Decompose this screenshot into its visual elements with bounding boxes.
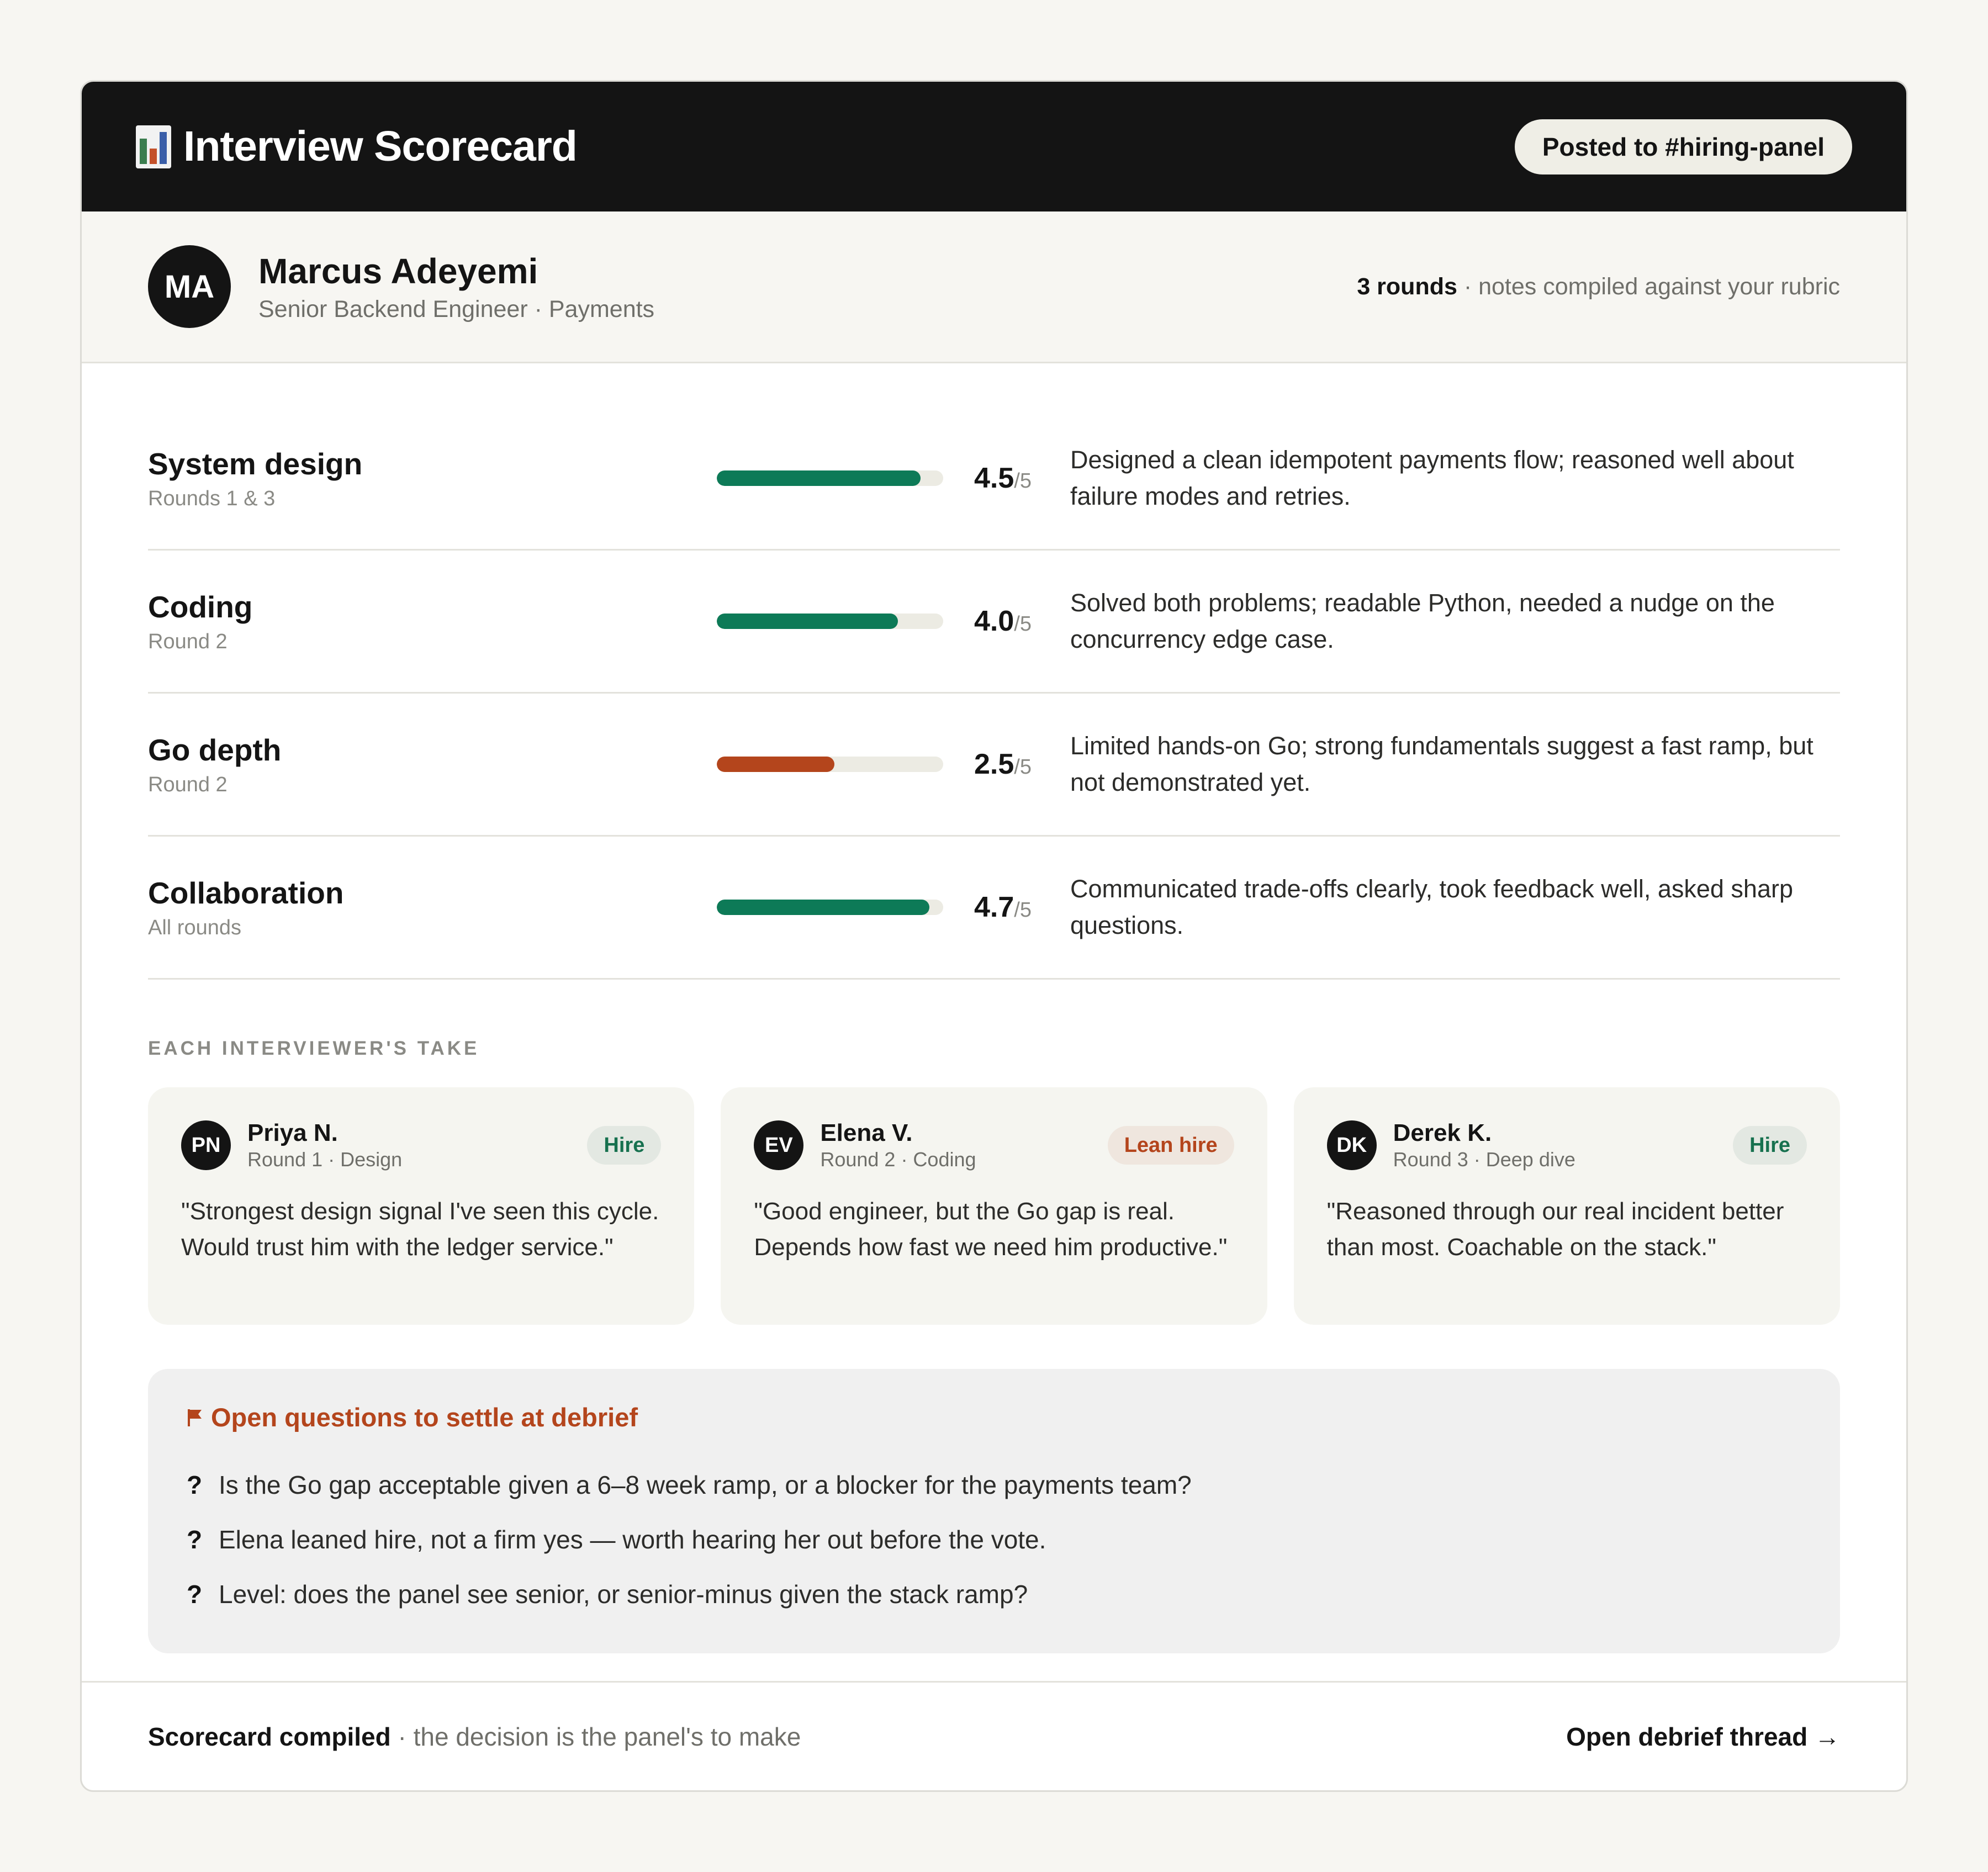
criterion-rounds: Round 2: [148, 773, 228, 796]
criterion-name: Collaboration: [148, 875, 344, 910]
score-bar-fill: [717, 470, 921, 486]
candidate-name: Marcus Adeyemi: [258, 251, 538, 291]
question-text: Is the Go gap acceptable given a 6–8 week ramp, or a blocker for the payments team?: [219, 1470, 1192, 1499]
score-bar: [717, 470, 943, 486]
candidate-header: [82, 211, 1906, 363]
candidate-role: Senior Backend Engineer · Payments: [258, 295, 655, 322]
take-card[interactable]: [721, 1087, 1267, 1325]
verdict-badge: Hire: [1733, 1126, 1807, 1165]
score-row: [148, 837, 1840, 980]
question-item: [187, 1457, 1801, 1512]
score-bar: [717, 757, 943, 772]
title-group: [136, 122, 577, 171]
score-bar-fill: [717, 614, 898, 629]
score-note: Limited hands-on Go; strong fundamentals suggest a fast ramp, but not demonstrated yet.: [1070, 732, 1813, 796]
interviewer-name: Derek K.: [1393, 1119, 1492, 1146]
scorecard-card: [80, 80, 1908, 1792]
interviewer-avatar: PN: [181, 1120, 231, 1170]
question-text: Elena leaned hire, not a firm yes — worth hearing her out before the vote.: [219, 1525, 1046, 1554]
flag-icon: [187, 1408, 203, 1427]
footer-status-label: Scorecard compiled: [148, 1722, 391, 1751]
interviewer-quote: "Good engineer, but the Go gap is real. Depends how fast we need him productive.": [754, 1198, 1228, 1261]
footer-note: · the decision is the panel's to make: [390, 1722, 801, 1751]
open-questions-panel: [148, 1369, 1840, 1653]
bar-chart-icon: [136, 125, 171, 168]
footer-status: [148, 1722, 801, 1752]
score-value: 4.0: [974, 605, 1014, 637]
questions-heading: Open questions to settle at debrief: [211, 1403, 638, 1432]
score-bar-fill: [717, 757, 834, 772]
score-value: 4.7: [974, 891, 1014, 923]
open-debrief-link[interactable]: Open debrief thread →: [1566, 1722, 1840, 1751]
score-row: [148, 408, 1840, 551]
interviewer-round: Round 3 · Deep dive: [1393, 1148, 1575, 1171]
interviewer-quote: "Reasoned through our real incident better than most. Coachable on the stack.": [1326, 1198, 1784, 1261]
interviewer-round: Round 2 · Coding: [820, 1148, 976, 1171]
score-max: /5: [1014, 612, 1032, 636]
criterion-name: Coding: [148, 589, 253, 624]
criterion-rounds: All rounds: [148, 916, 241, 939]
interviewer-takes: [148, 1087, 1840, 1325]
score-bar: [717, 614, 943, 629]
question-item: [187, 1567, 1801, 1621]
score-value: 4.5: [974, 462, 1014, 494]
question-mark-icon: ?: [187, 1525, 203, 1554]
verdict-badge: Hire: [587, 1126, 661, 1165]
interviewer-avatar: DK: [1327, 1120, 1377, 1170]
score-bar-fill: [717, 900, 929, 915]
rounds-count: 3 rounds: [1357, 273, 1457, 300]
score-max: /5: [1014, 898, 1032, 922]
score-max: /5: [1014, 469, 1032, 493]
score-note: Solved both problems; readable Python, needed a nudge on the concurrency edge case.: [1070, 589, 1775, 653]
rounds-note: · notes compiled against your rubric: [1457, 273, 1840, 300]
score-bar: [717, 900, 943, 915]
candidate-avatar: MA: [148, 245, 231, 328]
rounds-summary: [1357, 273, 1840, 300]
score-row: [148, 551, 1840, 694]
score-note: Communicated trade-offs clearly, took feedback well, asked sharp questions.: [1070, 875, 1793, 939]
score-value: 2.5: [974, 748, 1014, 780]
criterion-rounds: Rounds 1 & 3: [148, 486, 276, 510]
interviewer-avatar: EV: [754, 1120, 803, 1170]
interviewer-quote: "Strongest design signal I've seen this cycle. Would trust him with the ledger service.": [181, 1198, 659, 1261]
interviewer-round: Round 1 · Design: [247, 1148, 403, 1171]
criterion-name: Go depth: [148, 732, 282, 767]
take-card[interactable]: [1294, 1087, 1840, 1325]
top-bar: [82, 82, 1906, 211]
rubric-scores: [148, 408, 1840, 980]
interviewer-name: Elena V.: [820, 1119, 913, 1146]
interviewer-name: Priya N.: [247, 1119, 338, 1146]
question-item: [187, 1512, 1801, 1567]
criterion-name: System design: [148, 446, 363, 481]
question-mark-icon: ?: [187, 1579, 203, 1609]
posted-channel-badge[interactable]: Posted to #hiring-panel: [1515, 119, 1852, 174]
card-footer: [82, 1681, 1906, 1790]
score-max: /5: [1014, 755, 1032, 779]
verdict-badge: Lean hire: [1108, 1126, 1234, 1165]
score-note: Designed a clean idempotent payments flow; reasoned well about failure modes and retries.: [1070, 446, 1794, 510]
question-mark-icon: ?: [187, 1470, 203, 1499]
page-title: Interview Scorecard: [183, 123, 577, 170]
question-text: Level: does the panel see senior, or senior-minus given the stack ramp?: [219, 1579, 1028, 1609]
take-card[interactable]: [148, 1087, 694, 1325]
takes-heading: EACH INTERVIEWER'S TAKE: [148, 1038, 480, 1059]
score-row: [148, 694, 1840, 837]
criterion-rounds: Round 2: [148, 630, 228, 653]
